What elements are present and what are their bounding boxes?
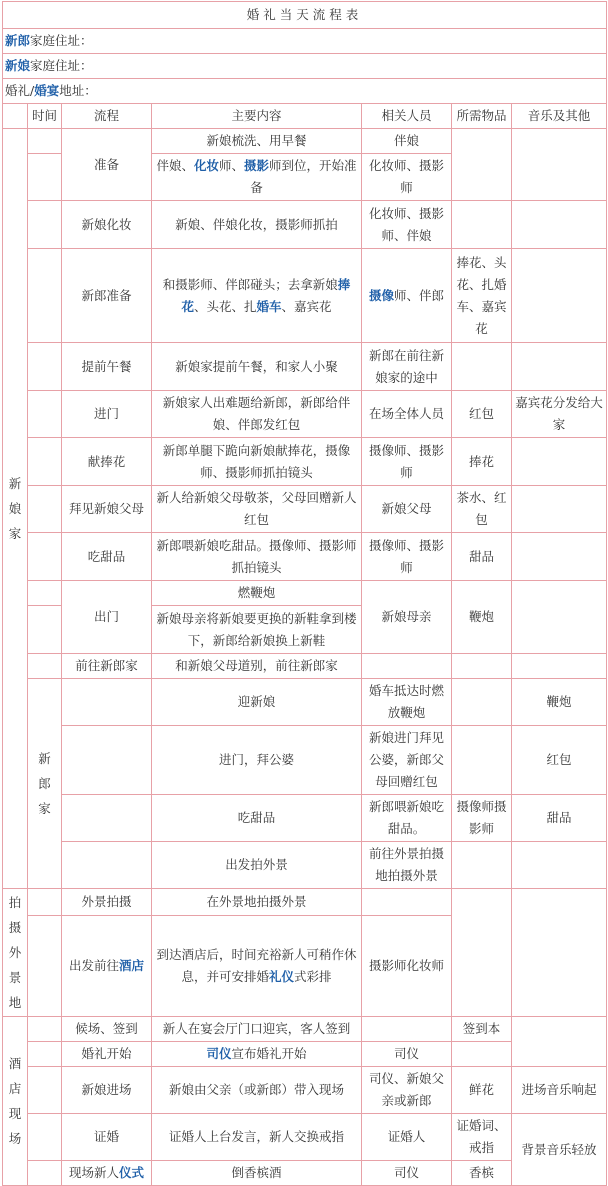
other-cell <box>512 249 607 343</box>
people-cell <box>362 654 452 679</box>
people-cell: 摄像师、摄影师 <box>362 438 452 486</box>
content-cell: 新郎喂新娘吃甜品。 <box>362 795 452 842</box>
content-cell <box>152 154 362 201</box>
time-cell <box>62 795 152 842</box>
content-cell: 证婚人上台发言，新人交换戒指 <box>152 1114 362 1161</box>
table-row <box>3 889 607 916</box>
items-cell: 捧花 <box>452 438 512 486</box>
section-hotel <box>3 1017 28 1186</box>
step-cell <box>62 1161 152 1186</box>
content-cell: 婚车抵达时燃放鞭炮 <box>362 679 452 726</box>
table-row <box>3 201 607 249</box>
people-cell: 司仪 <box>362 1042 452 1067</box>
content-cell <box>152 915 362 1016</box>
items-cell: 鞭炮 <box>512 679 607 726</box>
content-text: 、头花、扎 <box>193 298 257 314</box>
venue-address-row <box>3 79 607 104</box>
content-text: 和摄影师、伴郎碰头；去拿新娘 <box>162 276 338 292</box>
time-cell <box>28 581 62 606</box>
step-cell: 吃甜品 <box>152 795 362 842</box>
step-cell: 出门 <box>62 581 152 654</box>
people-cell: 新娘母亲 <box>362 581 452 654</box>
people-cell <box>362 1017 452 1042</box>
content-text: 师到位，开始准备 <box>250 158 357 195</box>
items-cell: 签到本 <box>452 1017 512 1042</box>
items-cell: 甜品 <box>452 533 512 581</box>
step-cell: 拜见新娘父母 <box>62 486 152 533</box>
banquet-label: 婚宴 <box>34 83 60 98</box>
step-cell: 新娘化妆 <box>62 201 152 249</box>
time-cell <box>62 679 152 726</box>
content-cell: 倒香槟酒 <box>152 1161 362 1186</box>
time-cell <box>28 1114 62 1161</box>
table-row <box>3 842 607 889</box>
time-cell <box>28 391 62 438</box>
content-text: 伴娘、 <box>156 158 194 173</box>
people-cell: 化妆师、摄影师、伴娘 <box>362 201 452 249</box>
other-cell <box>512 533 607 581</box>
people-cell: 化妆师、摄影师 <box>362 154 452 201</box>
table-row <box>3 581 607 606</box>
time-cell <box>28 1067 62 1114</box>
step-cell: 候场、签到 <box>62 1017 152 1042</box>
people-cell <box>452 679 512 726</box>
header-step: 流程 <box>62 104 152 129</box>
content-highlight: 司仪 <box>206 1046 232 1061</box>
other-cell <box>512 129 607 201</box>
people-cell: 摄影师化妆师 <box>362 915 452 1016</box>
venue-prefix: 婚礼/ <box>5 83 35 98</box>
items-cell <box>452 654 512 679</box>
content-text: 、嘉宾花 <box>281 298 332 314</box>
content-cell: 新娘由父亲（或新郎）带入现场 <box>152 1067 362 1114</box>
items-cell: 甜品 <box>512 795 607 842</box>
content-cell: 新人给新娘父母敬茶，父母回赠新人红包 <box>152 486 362 533</box>
items-cell <box>452 201 512 249</box>
step-cell: 献捧花 <box>62 438 152 486</box>
time-cell <box>62 726 152 795</box>
step-highlight: 酒店 <box>119 957 145 973</box>
other-cell <box>512 486 607 533</box>
wedding-flow-document <box>2 1 606 1186</box>
step-cell: 提前午餐 <box>62 343 152 391</box>
time-cell <box>28 154 62 201</box>
content-cell: 新娘进门拜见公婆，新郎父母回赠红包 <box>362 726 452 795</box>
table-row <box>3 1114 607 1161</box>
time-cell <box>28 201 62 249</box>
content-cell: 新人在宴会厅门口迎宾，客人签到 <box>152 1017 362 1042</box>
table-row <box>3 533 607 581</box>
header-time: 时间 <box>28 104 62 129</box>
content-cell: 新娘母亲将新娘要更换的新鞋拿到楼下，新郎给新娘换上新鞋 <box>152 606 362 654</box>
step-cell: 前往新郎家 <box>62 654 152 679</box>
items-cell: 红包 <box>452 391 512 438</box>
items-cell <box>452 129 512 201</box>
table-row <box>3 486 607 533</box>
header-items: 所需物品 <box>452 104 512 129</box>
time-cell <box>28 533 62 581</box>
step-cell: 婚礼开始 <box>62 1042 152 1067</box>
items-cell: 鲜花 <box>452 1067 512 1114</box>
groom-label: 新郎 <box>5 33 31 48</box>
items-cell: 茶水、红包 <box>452 486 512 533</box>
people-cell: 伴娘 <box>362 129 452 154</box>
wedding-flow-table <box>2 1 607 1186</box>
table-row <box>3 679 607 726</box>
time-cell <box>28 343 62 391</box>
time-cell <box>28 129 62 154</box>
content-highlight: 化妆 <box>193 158 219 173</box>
content-highlight: 婚车 <box>256 298 282 314</box>
table-row <box>3 1067 607 1114</box>
step-cell: 新娘进场 <box>62 1067 152 1114</box>
step-text: 出发前往 <box>68 957 119 973</box>
items-cell: 红包 <box>512 726 607 795</box>
time-cell <box>28 1017 62 1042</box>
items-cell: 捧花、头花、扎婚车、嘉宾花 <box>452 249 512 343</box>
items-cell <box>452 1042 512 1067</box>
people-cell: 司仪、新娘父亲或新郎 <box>362 1067 452 1114</box>
bride-address-label: 家庭住址： <box>30 58 93 73</box>
table-row <box>3 249 607 343</box>
people-text: 师、伴郎 <box>394 287 445 303</box>
table-row <box>3 343 607 391</box>
other-cell <box>512 654 607 679</box>
step-cell: 吃甜品 <box>62 533 152 581</box>
time-cell <box>28 438 62 486</box>
table-title: 婚礼当天流程表 <box>3 2 607 29</box>
time-cell <box>28 915 62 1016</box>
step-cell: 迎新娘 <box>152 679 362 726</box>
header-row <box>3 104 607 129</box>
people-cell <box>362 889 452 916</box>
step-cell: 证婚 <box>62 1114 152 1161</box>
header-other: 音乐及其他 <box>512 104 607 129</box>
people-cell <box>452 842 512 889</box>
time-cell <box>28 486 62 533</box>
time-cell <box>28 249 62 343</box>
time-cell <box>28 606 62 654</box>
content-text: 到达酒店后，时间充裕新人可稍作休息，并可安排婚 <box>156 946 357 984</box>
items-cell: 证婚词、戒指 <box>452 1114 512 1161</box>
table-row <box>3 391 607 438</box>
table-row <box>3 726 607 795</box>
content-cell: 燃鞭炮 <box>152 581 362 606</box>
people-cell: 在场全体人员 <box>362 391 452 438</box>
step-cell: 进门，拜公婆 <box>152 726 362 795</box>
other-cell <box>512 438 607 486</box>
step-cell <box>62 915 152 1016</box>
people-cell: 证婚人 <box>362 1114 452 1161</box>
items-cell <box>452 889 512 1017</box>
bride-address-row <box>3 54 607 79</box>
time-cell <box>28 1042 62 1067</box>
section-label: 拍 摄 外 景 地 <box>8 895 22 1010</box>
content-text: 式彩排 <box>294 968 332 984</box>
section-outdoor <box>3 889 28 1017</box>
table-row <box>3 129 607 154</box>
header-section <box>3 104 28 129</box>
header-people: 相关人员 <box>362 104 452 129</box>
content-cell: 新娘家提前午餐，和家人小聚 <box>152 343 362 391</box>
step-cell: 准备 <box>62 129 152 201</box>
section-bride-home <box>3 129 28 889</box>
people-cell: 新娘父母 <box>362 486 452 533</box>
content-cell: 新郎单腿下跪向新娘献捧花，摄像师、摄影师抓拍镜头 <box>152 438 362 486</box>
people-highlight: 摄像 <box>368 287 394 303</box>
content-highlight: 摄影 <box>244 158 270 173</box>
step-cell: 进门 <box>62 391 152 438</box>
people-cell: 摄像师摄影师 <box>452 795 512 842</box>
section-groom-home <box>28 679 62 889</box>
time-cell <box>28 1161 62 1186</box>
items-cell <box>512 842 607 889</box>
other-cell <box>512 581 607 654</box>
groom-address-row <box>3 29 607 54</box>
step-cell: 新郎准备 <box>62 249 152 343</box>
people-cell <box>362 249 452 343</box>
section-label: 新 郎 家 <box>38 751 51 816</box>
other-cell: 嘉宾花分发给大家 <box>512 391 607 438</box>
content-text: 师、 <box>218 158 244 173</box>
items-cell: 香槟 <box>452 1161 512 1186</box>
section-label: 新 娘 家 <box>8 476 22 541</box>
table-row <box>3 795 607 842</box>
content-cell: 新娘家人出难题给新郎，新郎给伴娘、伴郎发红包 <box>152 391 362 438</box>
content-highlight: 礼仪 <box>268 968 294 984</box>
other-cell: 进场音乐响起 <box>512 1067 607 1114</box>
step-highlight: 仪式 <box>119 1165 145 1180</box>
table-row <box>3 438 607 486</box>
venue-address-label: 地址： <box>59 83 97 98</box>
time-cell <box>62 842 152 889</box>
content-cell <box>152 1042 362 1067</box>
items-cell <box>452 343 512 391</box>
table-row <box>3 654 607 679</box>
content-cell: 新郎喂新娘吃甜品。摄像师、摄影师抓拍镜头 <box>152 533 362 581</box>
content-cell: 和新娘父母道别，前往新郎家 <box>152 654 362 679</box>
content-cell: 新娘梳洗、用早餐 <box>152 129 362 154</box>
people-cell: 新郎在前往新娘家的途中 <box>362 343 452 391</box>
other-cell <box>512 889 607 1017</box>
other-cell <box>512 201 607 249</box>
step-text: 现场新人 <box>68 1165 119 1180</box>
content-text: 宣布婚礼开始 <box>231 1046 307 1061</box>
step-cell: 外景拍摄 <box>62 889 152 916</box>
other-cell <box>512 1017 607 1067</box>
content-cell <box>152 249 362 343</box>
bride-label: 新娘 <box>5 58 31 73</box>
content-highlight: 捧花 <box>181 276 351 314</box>
content-cell: 新娘、伴娘化妆，摄影师抓拍 <box>152 201 362 249</box>
other-cell <box>512 343 607 391</box>
section-label: 酒 店 现 场 <box>8 1056 22 1146</box>
content-cell: 在外景地拍摄外景 <box>152 889 362 916</box>
step-cell: 出发拍外景 <box>152 842 362 889</box>
people-cell <box>452 726 512 795</box>
other-cell: 背景音乐轻放 <box>512 1114 607 1186</box>
table-row <box>3 1017 607 1042</box>
people-cell: 司仪 <box>362 1161 452 1186</box>
groom-address-label: 家庭住址： <box>30 33 93 48</box>
people-cell: 摄像师、摄影师 <box>362 533 452 581</box>
time-cell <box>28 654 62 679</box>
header-content: 主要内容 <box>152 104 362 129</box>
time-cell <box>28 889 62 916</box>
items-cell: 鞭炮 <box>452 581 512 654</box>
content-cell: 前往外景拍摄地拍摄外景 <box>362 842 452 889</box>
